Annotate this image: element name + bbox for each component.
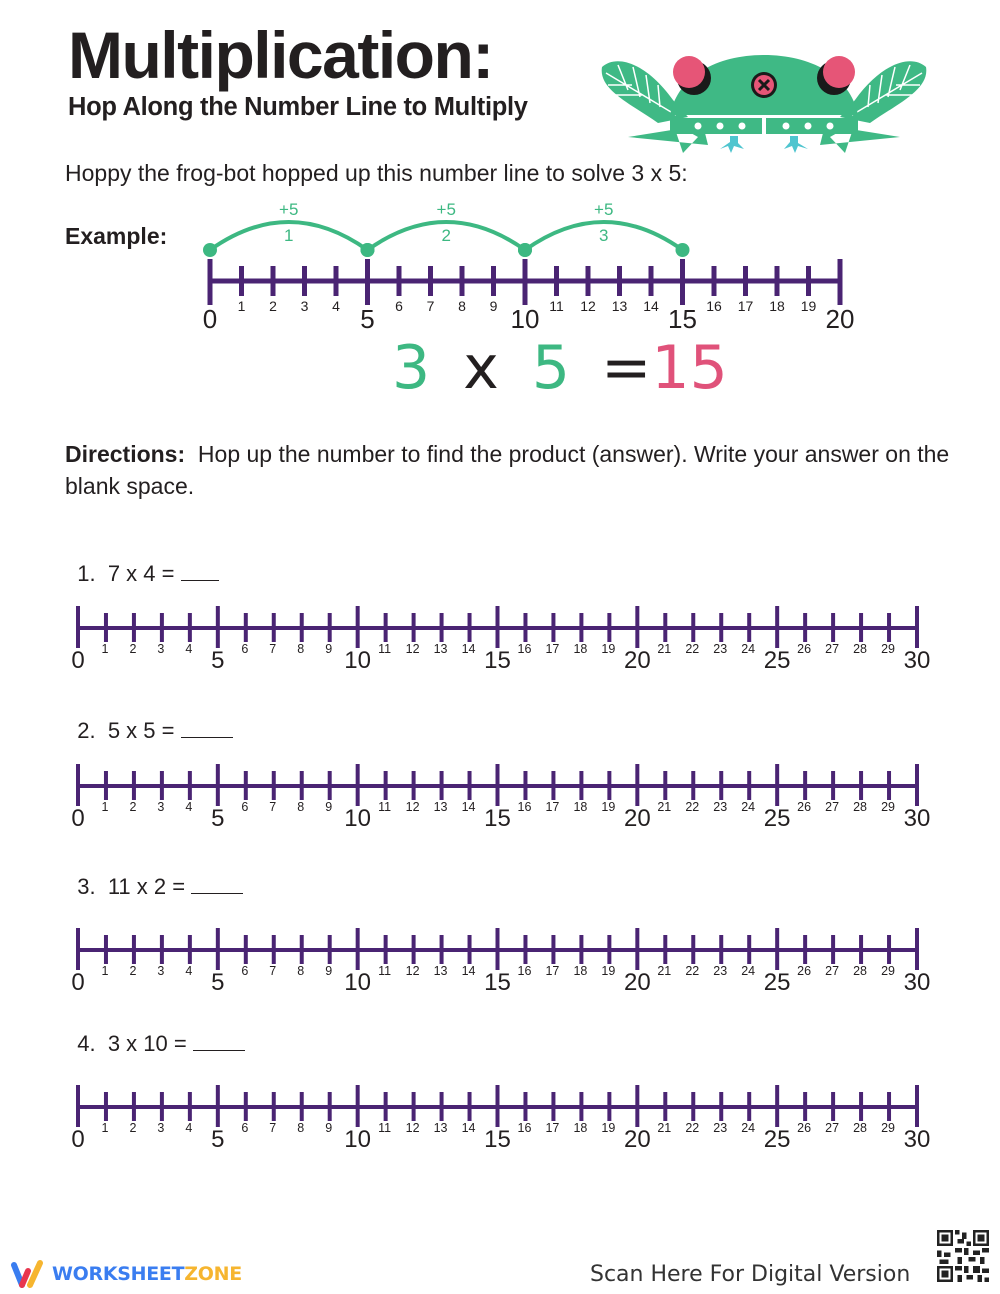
tick-label: 15	[484, 969, 511, 996]
problem-expression: 3 x 10 =	[107, 1031, 187, 1056]
tick-label: 28	[853, 964, 868, 978]
hop-count-label: 1	[284, 226, 294, 245]
tick-label: 3	[300, 298, 309, 314]
problem-number: 2.	[77, 718, 96, 743]
tick-label: 20	[623, 1126, 651, 1153]
tick-label: 11	[378, 642, 392, 656]
tick-label: 6	[395, 298, 403, 314]
tick-label: 22	[685, 964, 700, 978]
problem-4	[65, 1005, 245, 1057]
tick-label: 9	[325, 800, 333, 814]
tick-label: 29	[881, 642, 895, 656]
tick-label: 20	[623, 647, 651, 674]
equation-equals: =	[601, 333, 652, 403]
tick-label: 25	[763, 647, 791, 674]
tick-label: 17	[737, 298, 754, 314]
tick-label: 1	[101, 642, 109, 656]
tick-label: 8	[297, 1121, 305, 1135]
tick-label: 11	[378, 1121, 392, 1135]
tick-label: 23	[713, 800, 728, 814]
tick-label: 19	[601, 1121, 616, 1135]
tick-label: 16	[517, 800, 532, 814]
tick-label: 16	[517, 1121, 532, 1135]
example-equation	[392, 333, 728, 403]
tick-label: 8	[297, 800, 305, 814]
hop-dot	[203, 243, 217, 257]
tick-label: 3	[157, 1121, 165, 1135]
tick-label: 8	[458, 298, 466, 314]
tick-label: 29	[881, 964, 895, 978]
tick-label: 8	[297, 642, 305, 656]
tick-label: 0	[71, 1126, 85, 1153]
tick-label: 2	[269, 298, 277, 314]
tick-label: 5	[211, 805, 225, 832]
tick-label: 2	[129, 800, 137, 814]
tick-label: 24	[741, 1121, 756, 1135]
tick-label: 2	[129, 1121, 137, 1135]
tick-label: 26	[797, 642, 812, 656]
tick-label: 1	[101, 800, 109, 814]
directions-text: Hop up the number to find the product (answer). Write your answer on the blank space.	[65, 441, 950, 499]
tick-label: 4	[332, 298, 340, 314]
hop-count-label: 3	[599, 226, 609, 245]
tick-label: 30	[903, 805, 931, 832]
tick-label: 1	[101, 964, 109, 978]
tick-label: 0	[71, 969, 85, 996]
tick-label: 10	[344, 805, 372, 832]
tick-label: 9	[325, 964, 333, 978]
tick-label: 6	[241, 964, 249, 978]
tick-label: 17	[545, 1121, 560, 1135]
answer-blank[interactable]	[181, 719, 233, 738]
tick-label: 4	[185, 964, 193, 978]
tick-label: 24	[741, 964, 756, 978]
tick-label: 18	[573, 800, 588, 814]
tick-label: 5	[211, 647, 225, 674]
problem-expression: 5 x 5 =	[107, 718, 175, 743]
tick-label: 9	[325, 642, 333, 656]
tick-label: 13	[433, 642, 448, 656]
tick-label: 21	[657, 964, 672, 978]
tick-label: 12	[405, 1121, 420, 1135]
tick-label: 6	[241, 800, 249, 814]
tick-label: 13	[433, 1121, 448, 1135]
tick-label: 3	[157, 964, 165, 978]
tick-label: 15	[668, 304, 697, 334]
tick-label: 19	[800, 298, 817, 314]
hop-count-label: 2	[441, 226, 451, 245]
tick-label: 17	[545, 642, 560, 656]
tick-label: 28	[853, 1121, 868, 1135]
tick-label: 30	[903, 969, 931, 996]
tick-label: 22	[685, 1121, 700, 1135]
tick-label: 28	[853, 800, 868, 814]
logo-mark-icon	[10, 1259, 46, 1289]
tick-label: 21	[657, 800, 672, 814]
tick-label: 8	[297, 964, 305, 978]
tick-label: 18	[573, 1121, 588, 1135]
example-label: Example:	[65, 223, 168, 249]
tick-label: 29	[881, 800, 895, 814]
problem-number: 3.	[77, 874, 96, 899]
problem-expression: 7 x 4 =	[107, 561, 175, 586]
problem-number: 1.	[77, 561, 96, 586]
tick-label: 3	[157, 800, 165, 814]
tick-label: 24	[741, 642, 756, 656]
tick-label: 18	[769, 298, 785, 314]
tick-label: 27	[825, 642, 840, 656]
tick-label: 5	[360, 304, 375, 334]
tick-label: 12	[580, 298, 596, 314]
tick-label: 28	[853, 642, 868, 656]
tick-label: 16	[706, 298, 722, 314]
tick-label: 9	[325, 1121, 333, 1135]
tick-label: 14	[461, 964, 476, 978]
tick-label: 13	[611, 298, 628, 314]
tick-label: 10	[344, 969, 372, 996]
tick-label: 16	[517, 642, 532, 656]
tick-label: 7	[269, 964, 277, 978]
hop-step-label: +5	[594, 200, 614, 219]
tick-label: 20	[825, 304, 855, 334]
tick-label: 4	[185, 642, 193, 656]
tick-label: 19	[601, 964, 616, 978]
tick-label: 14	[461, 1121, 476, 1135]
tick-label: 11	[378, 964, 392, 978]
tick-label: 13	[433, 800, 448, 814]
tick-label: 0	[71, 805, 85, 832]
tick-label: 11	[378, 800, 392, 814]
page-title: Multiplication:	[68, 18, 493, 92]
tick-label: 26	[797, 800, 812, 814]
tick-label: 19	[601, 800, 616, 814]
tick-label: 13	[433, 964, 448, 978]
tick-label: 12	[405, 964, 420, 978]
tick-label: 0	[71, 647, 85, 674]
problem-2	[65, 692, 233, 744]
tick-label: 20	[623, 969, 651, 996]
tick-label: 10	[510, 304, 540, 334]
tick-label: 10	[344, 647, 372, 674]
tick-label: 27	[825, 800, 840, 814]
tick-label: 18	[573, 642, 588, 656]
tick-label: 16	[517, 964, 532, 978]
tick-label: 12	[405, 642, 420, 656]
tick-label: 9	[489, 298, 498, 314]
tick-label: 23	[713, 964, 728, 978]
tick-label: 7	[426, 298, 435, 314]
tick-label: 14	[461, 642, 476, 656]
directions-label: Directions:	[65, 441, 186, 467]
answer-blank[interactable]	[191, 875, 243, 894]
tick-label: 3	[157, 642, 165, 656]
tick-label: 30	[903, 647, 931, 674]
tick-label: 27	[825, 1121, 840, 1135]
tick-label: 7	[269, 642, 277, 656]
equation-times: x	[463, 333, 499, 403]
answer-blank[interactable]	[181, 562, 219, 581]
equation-product: 15	[651, 333, 728, 403]
problem-expression: 11 x 2 =	[107, 874, 186, 899]
tick-label: 7	[269, 800, 277, 814]
tick-label: 7	[269, 1121, 277, 1135]
equation-factor-b: 5	[531, 333, 571, 403]
tick-label: 4	[185, 1121, 193, 1135]
tick-label: 21	[657, 642, 672, 656]
problem-1	[65, 535, 219, 587]
tick-label: 18	[573, 964, 588, 978]
tick-label: 15	[484, 1126, 511, 1153]
hop-step-label: +5	[436, 200, 456, 219]
tick-label: 6	[241, 642, 249, 656]
tick-label: 0	[202, 304, 218, 334]
tick-label: 25	[763, 805, 791, 832]
qr-code-icon[interactable]	[935, 1228, 991, 1284]
logo-text: WORKSHEETZONE	[52, 1263, 242, 1285]
intro-text: Hoppy the frog-bot hopped up this number line to solve 3 x 5:	[65, 160, 688, 186]
tick-label: 23	[713, 642, 728, 656]
page-subtitle: Hop Along the Number Line to Multiply	[68, 93, 528, 121]
directions	[65, 438, 955, 502]
scan-text: Scan Here For Digital Version	[590, 1262, 911, 1287]
tick-label: 10	[344, 1126, 372, 1153]
tick-label: 26	[797, 964, 812, 978]
tick-label: 14	[643, 298, 659, 314]
tick-label: 15	[484, 647, 511, 674]
answer-blank[interactable]	[193, 1032, 245, 1051]
tick-label: 5	[211, 969, 225, 996]
worksheetzone-logo[interactable]	[10, 1258, 242, 1290]
tick-label: 4	[185, 800, 193, 814]
tick-label: 1	[237, 298, 246, 314]
tick-label: 17	[545, 964, 560, 978]
tick-label: 21	[657, 1121, 672, 1135]
tick-label: 27	[825, 964, 840, 978]
tick-label: 6	[241, 1121, 249, 1135]
tick-label: 14	[461, 800, 476, 814]
equation-factor-a: 3	[392, 333, 431, 403]
tick-label: 20	[623, 805, 651, 832]
tick-label: 2	[129, 642, 137, 656]
hop-dot	[518, 243, 532, 257]
tick-label: 22	[685, 800, 700, 814]
hop-step-label: +5	[279, 200, 299, 219]
tick-label: 26	[797, 1121, 812, 1135]
tick-label: 2	[129, 964, 137, 978]
problem-number: 4.	[77, 1031, 96, 1056]
tick-label: 23	[713, 1121, 728, 1135]
problem-3	[65, 848, 243, 900]
tick-label: 17	[545, 800, 560, 814]
tick-label: 29	[881, 1121, 895, 1135]
hop-dot	[676, 243, 690, 257]
tick-label: 24	[741, 800, 756, 814]
tick-label: 15	[484, 805, 511, 832]
tick-label: 19	[601, 642, 616, 656]
hop-dot	[361, 243, 375, 257]
tick-label: 25	[763, 969, 791, 996]
tick-label: 11	[549, 298, 564, 314]
tick-label: 25	[763, 1126, 791, 1153]
tick-label: 5	[211, 1126, 225, 1153]
example-number-line	[0, 0, 1000, 340]
tick-label: 30	[903, 1126, 931, 1153]
tick-label: 12	[405, 800, 420, 814]
tick-label: 22	[685, 642, 700, 656]
tick-label: 1	[101, 1121, 109, 1135]
